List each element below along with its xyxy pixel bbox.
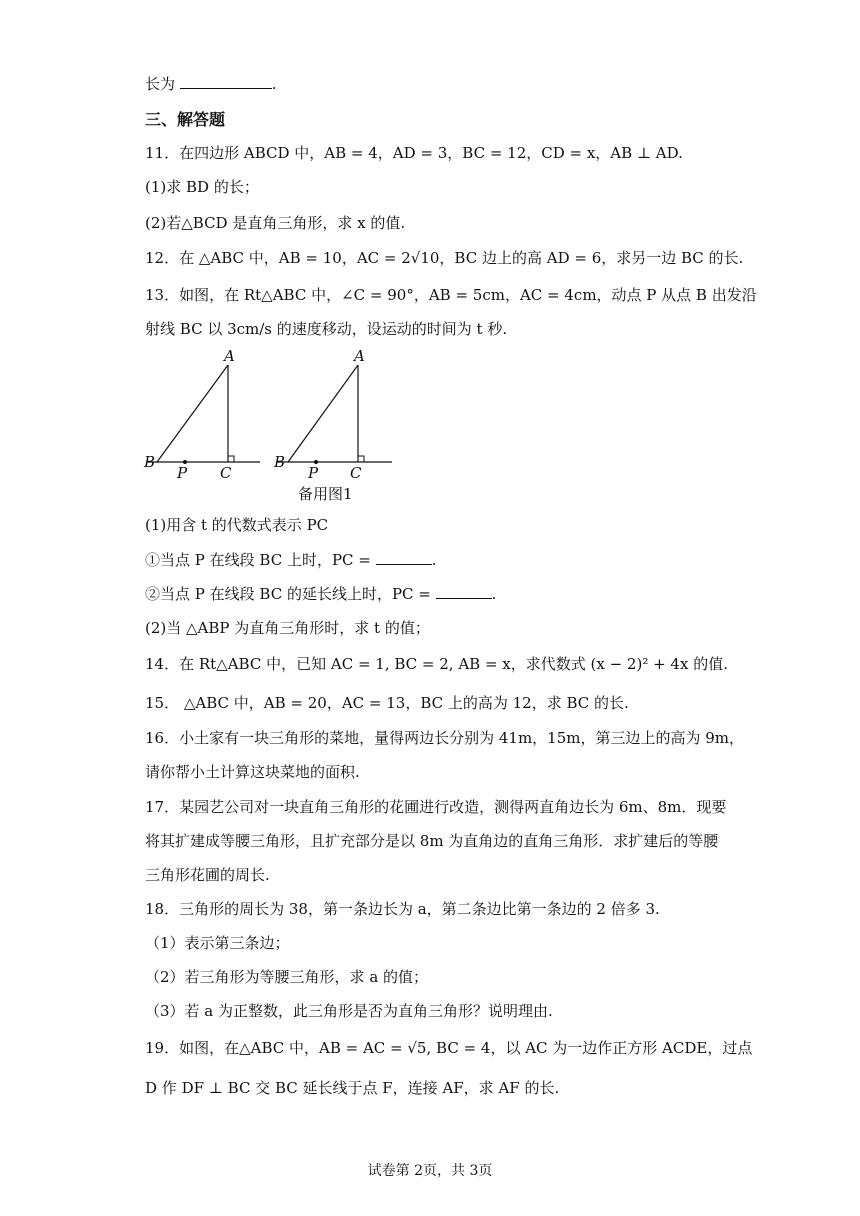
label-c-1: C bbox=[220, 464, 232, 482]
question-18-part-3: （3）若 a 为正整数，此三角形是否为直角三角形？说明理由. bbox=[145, 1002, 553, 1020]
question-17: 17．某园艺公司对一块直角三角形的花圃进行改造，测得两直角边长为 6m、8m．现要 bbox=[145, 798, 727, 816]
triangle-figure bbox=[140, 345, 410, 509]
question-19-cont: D 作 DF ⊥ BC 交 BC 延长线于点 F，连接 AF，求 AF 的长. bbox=[145, 1079, 560, 1097]
question-18-part-2: （2）若三角形为等腰三角形，求 a 的值； bbox=[145, 968, 429, 986]
question-13-cont: 射线 BC 以 3cm/s 的速度移动，设运动的时间为 t 秒. bbox=[145, 320, 508, 338]
answer-blank[interactable] bbox=[436, 598, 492, 599]
question-13-case-2: ②当点 P 在线段 BC 的延长线上时，PC = . bbox=[145, 585, 497, 603]
answer-blank[interactable] bbox=[180, 88, 272, 89]
triangle-2 bbox=[273, 347, 392, 482]
page-footer: 试卷第 2页，共 3页 bbox=[367, 1163, 493, 1179]
triangle-1 bbox=[143, 347, 260, 482]
question-14: 14．在 Rt△ABC 中，已知 AC = 1, BC = 2, AB = x，求代数式 (x − 2)² + 4x 的值. bbox=[145, 655, 728, 673]
section-heading: 三、解答题 bbox=[145, 110, 226, 129]
question-13-case-1: ①当点 P 在线段 BC 上时，PC = . bbox=[145, 551, 437, 569]
question-11-part-1: (1)求 BD 的长； bbox=[145, 178, 259, 196]
label-p-1: P bbox=[177, 464, 188, 482]
answer-blank[interactable] bbox=[376, 564, 432, 565]
question-18: 18．三角形的周长为 38，第一条边长为 a，第二条边比第一条边的 2 倍多 3. bbox=[145, 900, 660, 918]
question-11-part-2: (2)若△BCD 是直角三角形，求 x 的值. bbox=[145, 214, 406, 232]
question-17-cont-2: 三角形花圃的周长. bbox=[145, 866, 270, 884]
label-b-1: B bbox=[144, 453, 156, 471]
line-continuation: 长为 . bbox=[145, 75, 277, 93]
figure-caption: 备用图1 bbox=[298, 485, 353, 503]
question-17-cont-1: 将其扩建成等腰三角形，且扩充部分是以 8m 为直角边的直角三角形．求扩建后的等腰 bbox=[145, 832, 719, 850]
right-angle-mark-1 bbox=[228, 456, 234, 462]
hypotenuse-2 bbox=[288, 365, 358, 462]
question-11: 11．在四边形 ABCD 中，AB = 4，AD = 3，BC = 12，CD = x，AB ⊥ AD. bbox=[145, 144, 683, 162]
question-19: 19．如图，在△ABC 中，AB = AC = √5, BC = 4，以 AC 为一边作正方形 ACDE，过点 bbox=[145, 1039, 753, 1057]
label-p-2: P bbox=[308, 464, 319, 482]
question-15: 15． △ABC 中，AB = 20，AC = 13，BC 上的高为 12，求 BC 的长. bbox=[145, 694, 629, 712]
label-b-2: B bbox=[274, 453, 286, 471]
right-angle-mark-2 bbox=[358, 456, 364, 462]
hypotenuse-1 bbox=[157, 365, 228, 462]
question-16: 16．小土家有一块三角形的菜地，量得两边长分别为 41m，15m，第三边上的高为 9m， bbox=[145, 729, 745, 747]
question-13: 13．如图，在 Rt△ABC 中，∠C = 90°，AB = 5cm，AC = 4cm，动点 P 从点 B 出发沿 bbox=[145, 286, 757, 304]
triangle-figure-svg bbox=[140, 345, 410, 505]
label-a-2: A bbox=[354, 347, 365, 365]
question-18-part-1: （1）表示第三条边； bbox=[145, 934, 290, 952]
question-16-cont: 请你帮小土计算这块菜地的面积. bbox=[145, 763, 360, 781]
label-a-1: A bbox=[224, 347, 235, 365]
question-13-part-1: (1)用含 t 的代数式表示 PC bbox=[145, 516, 329, 534]
question-13-part-2: (2)当 △ABP 为直角三角形时，求 t 的值； bbox=[145, 619, 430, 637]
question-12: 12．在 △ABC 中，AB = 10，AC = 2√10，BC 边上的高 AD = 6，求另一边 BC 的长. bbox=[145, 249, 744, 267]
label-c-2: C bbox=[350, 464, 362, 482]
